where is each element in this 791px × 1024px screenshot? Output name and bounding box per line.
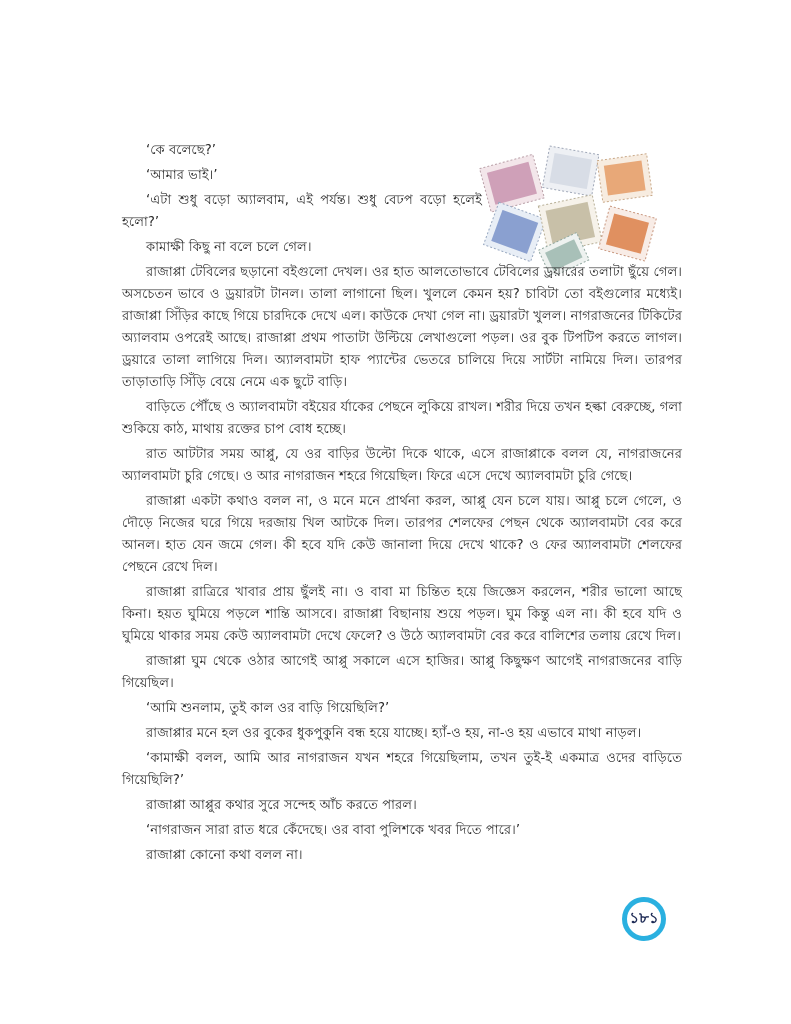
page-number: ১৮১ — [622, 897, 666, 941]
paragraph: রাত আটটার সময় আপ্পু, যে ওর বাড়ির উল্টো দিকে থাকে, এসে রাজাপ্পাকে বলল যে, নাগরাজনের অ্যালবামটা চুরি গেছে। ও আর নাগরাজন শহরে গিয়েছিল। ফিরে এসে দেখে অ্যালবামটা চুরি গেছে। — [122, 447, 682, 484]
paragraph: রাজাপ্পা কোনো কথা বলল না। — [146, 848, 303, 863]
paragraph: ‘কে বলেছে?’ — [146, 143, 216, 158]
paragraph: রাজাপ্পা একটা কথাও বলল না, ও মনে মনে প্রার্থনা করল, আপ্পু যেন চলে যায়। আপ্পু চলে গেলে, ও দৌড়ে নিজের ঘরে গিয়ে দরজায় খিল আটকে দিল। তারপর শেলফের পেছন থেকে অ্যালবামটা বের করে আনল। হাত যেন জমে গেল। কী হবে যদি কেউ জানালা দিয়ে দেখে থাকে? ও ফের অ্যালবামটা শেলফের পেছনে রেখে দিল। — [122, 494, 682, 575]
paragraph: কামাক্ষী কিছু না বলে চলে গেল। — [146, 240, 312, 255]
paragraph: রাজাপ্পা ঘুম থেকে ওঠার আগেই আপ্পু সকালে এসে হাজির। আপ্পু কিছুক্ষণ আগেই নাগরাজনের বাড়ি গিয়েছিল। — [122, 654, 682, 691]
paragraph: রাজাপ্পা টেবিলের ছড়ানো বইগুলো দেখল। ওর হাত আলতোভাবে টেবিলের ড্রয়ারের তলাটা ছুঁয়ে গেল। অসচেতন ভাবে ও ড্রয়ারটা টানল। তালা লাগানো ছিল। খুললে কেমন হয়? চাবিটা তো বইগুলোর মধ্যেই। রাজাপ্পা সিঁড়ির কাছে গিয়ে চারদিকে দেখে এল। কাউকে দেখা গেল না। ড্রয়ারটা খুলল। নাগরাজনের টিকিটের অ্যালবাম ওপরেই আছে। রাজাপ্পা প্রথম পাতাটা উল্টিয়ে লেখাগুলো পড়ল। ওর বুক টিপটিপ করতে লাগল। ড্রয়ারে তালা লাগিয়ে দিল। অ্যালবামটা হাফ প্যান্টের ভেতরে চালিয়ে দিয়ে সার্টটা নামিয়ে দিল। তারপর তাড়াতাড়ি সিঁড়ি বেয়ে নেমে এক ছুটে বাড়ি। — [122, 265, 682, 390]
paragraph: রাজাপ্পার মনে হল ওর বুকের ধুকপুকুনি বন্ধ হয়ে যাচ্ছে। হ্যাঁ-ও হয়, না-ও হয় এভাবে মাথা নাড়ল। — [146, 726, 642, 741]
story-text — [122, 140, 682, 870]
paragraph: ‘এটা শুধু বড়ো অ্যালবাম, এই পর্যন্ত। শুধু বেঢপ বড়ো হলেই হলো?’ — [122, 193, 482, 230]
paragraph: ‘আমি শুনলাম, তুই কাল ওর বাড়ি গিয়েছিলি?’ — [146, 701, 390, 716]
paragraph: রাজাপ্পা রাত্রিরে খাবার প্রায় ছুঁলই না। ও বাবা মা চিন্তিত হয়ে জিজ্ঞেস করলেন, শরীর ভালো আছে কিনা। হয়ত ঘুমিয়ে পড়লে শান্তি আসবে। রাজাপ্পা বিছানায় শুয়ে পড়ল। ঘুম কিন্তু এল না। কী হবে যদি ও ঘুমিয়ে থাকার সময় কেউ অ্যালবামটা দেখে ফেলে? ও উঠে অ্যালবামটা বের করে বালিশের তলায় রেখে দিল। — [122, 585, 682, 644]
paragraph: রাজাপ্পা আপ্পুর কথার সুরে সন্দেহ আঁচ করতে পারল। — [146, 798, 417, 813]
paragraph: বাড়িতে পৌঁছে ও অ্যালবামটা বইয়ের র্যাকের পেছনে লুকিয়ে রাখল। শরীর দিয়ে তখন হল্কা বেরুচ্ছে, গলা শুকিয়ে কাঠ, মাথায় রক্তের চাপ বোধ হচ্ছে। — [122, 400, 682, 437]
paragraph: ‘কামাক্ষী বলল, আমি আর নাগরাজন যখন শহরে গিয়েছিলাম, তখন তুই-ই একমাত্র ওদের বাড়িতে গিয়েছিলি?’ — [122, 751, 682, 788]
paragraph: ‘নাগরাজন সারা রাত ধরে কেঁদেছে। ওর বাবা পুলিশকে খবর দিতে পারে।’ — [146, 823, 521, 838]
paragraph: ‘আমার ভাই।’ — [146, 168, 218, 183]
